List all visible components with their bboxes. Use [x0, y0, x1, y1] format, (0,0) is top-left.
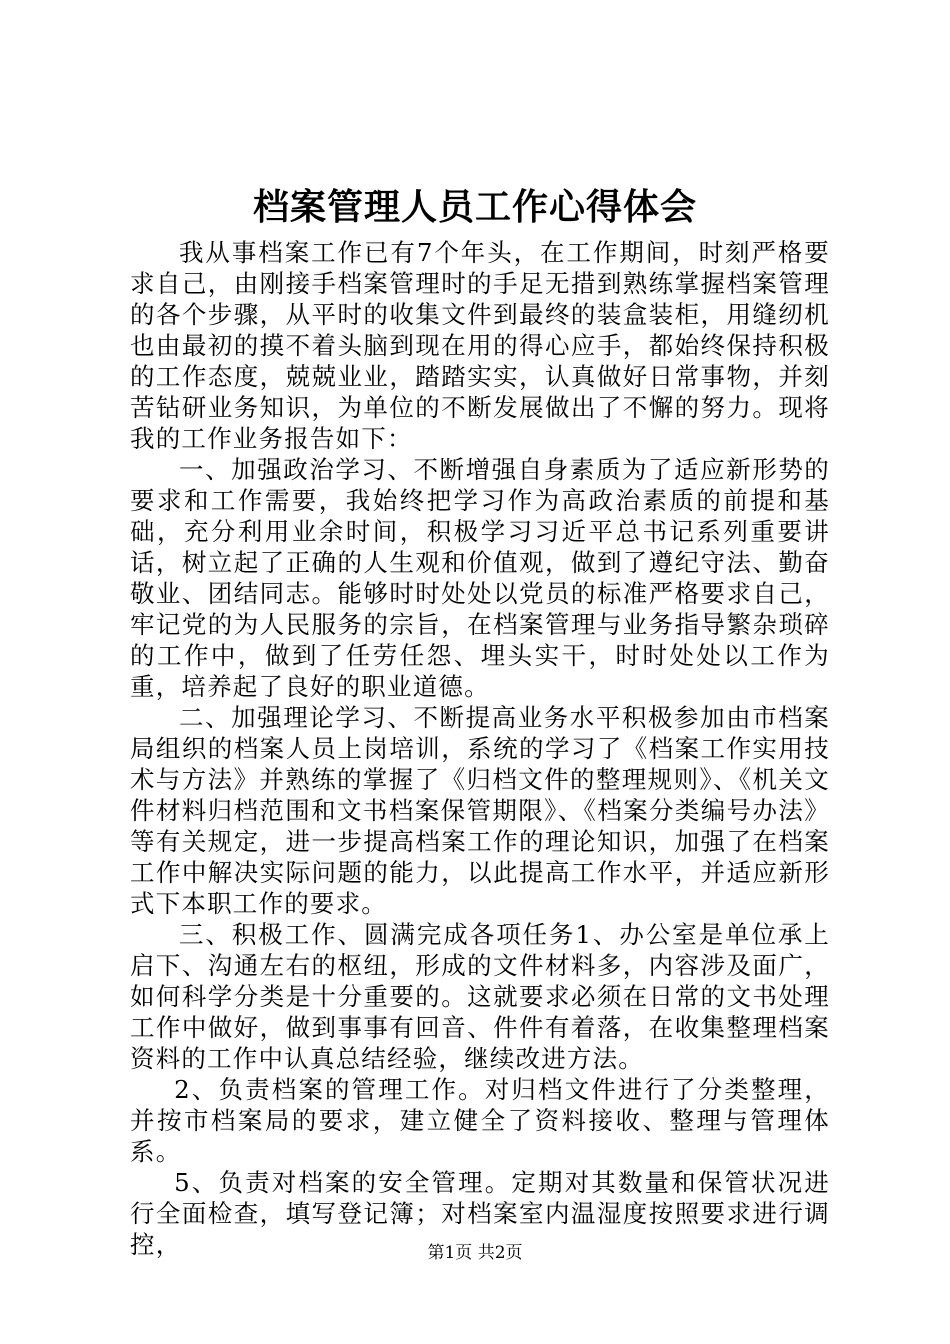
document-body — [130, 237, 830, 1260]
document-title: 档案管理人员工作心得体会 — [252, 186, 697, 228]
paragraph-item-2: 2、负责档案的管理工作。对归档文件进行了分类整理，并按市档案局的要求，建立健全了资料接收、整理与管理体系。 — [130, 1075, 830, 1166]
paragraph-intro: 我从事档案工作已有7个年头，在工作期间，时刻严格要求自己，由刚接手档案管理时的手足无措到熟练掌握档案管理的各个步骤，从平时的收集文件到最终的装盒装柜，用缝纫机也由最初的摸不着头脑到现在用的得心应手，都始终保持积极的工作态度，兢兢业业，踏踏实实，认真做好日常事物，并刻苦钻研业务知识，为单位的不断发展做出了不懈的努力。现将我的工作业务报告如下： — [130, 238, 830, 453]
paragraph-section-1: 一、加强政治学习、不断增强自身素质为了适应新形势的要求和工作需要，我始终把学习作为高政治素质的前提和基础，充分利用业余时间，积极学习习近平总书记系列重要讲话，树立起了正确的人生观和价值观，做到了遵纪守法、勤奋敬业、团结同志。能够时时处处以党员的标准严格要求自己，牢记党的为人民服务的宗旨，在档案管理与业务指导繁杂琐碎的工作中，做到了任劳任怨、埋头实干，时时处处以工作为重，培养起了良好的职业道德。 — [130, 455, 830, 701]
paragraph-section-3: 三、积极工作、圆满完成各项任务1、办公室是单位承上启下、沟通左右的枢纽，形成的文件材料多，内容涉及面广，如何科学分类是十分重要的。这就要求必须在日常的文书处理工作中做好，做到事事有回音、件件有着落，在收集整理档案资料的工作中认真总结经验，继续改进方法。 — [130, 920, 830, 1073]
paragraph-item-5: 5、负责对档案的安全管理。定期对其数量和保管状况进行全面检查，填写登记簿；对档案室内温湿度按照要求进行调控， — [130, 1168, 830, 1259]
paragraph-section-2: 二、加强理论学习、不断提高业务水平积极参加由市档案局组织的档案人员上岗培训，系统的学习了《档案工作实用技术与方法》并熟练的掌握了《归档文件的整理规则》、《机关文件材料归档范围和文书档案保管期限》、《档案分类编号办法》等有关规定，进一步提高档案工作的理论知识，加强了在档案工作中解决实际问题的能力，以此提高工作水平，并适应新形式下本职工作的要求。 — [130, 703, 830, 918]
page-footer: 第1页 共2页 — [427, 1243, 523, 1263]
